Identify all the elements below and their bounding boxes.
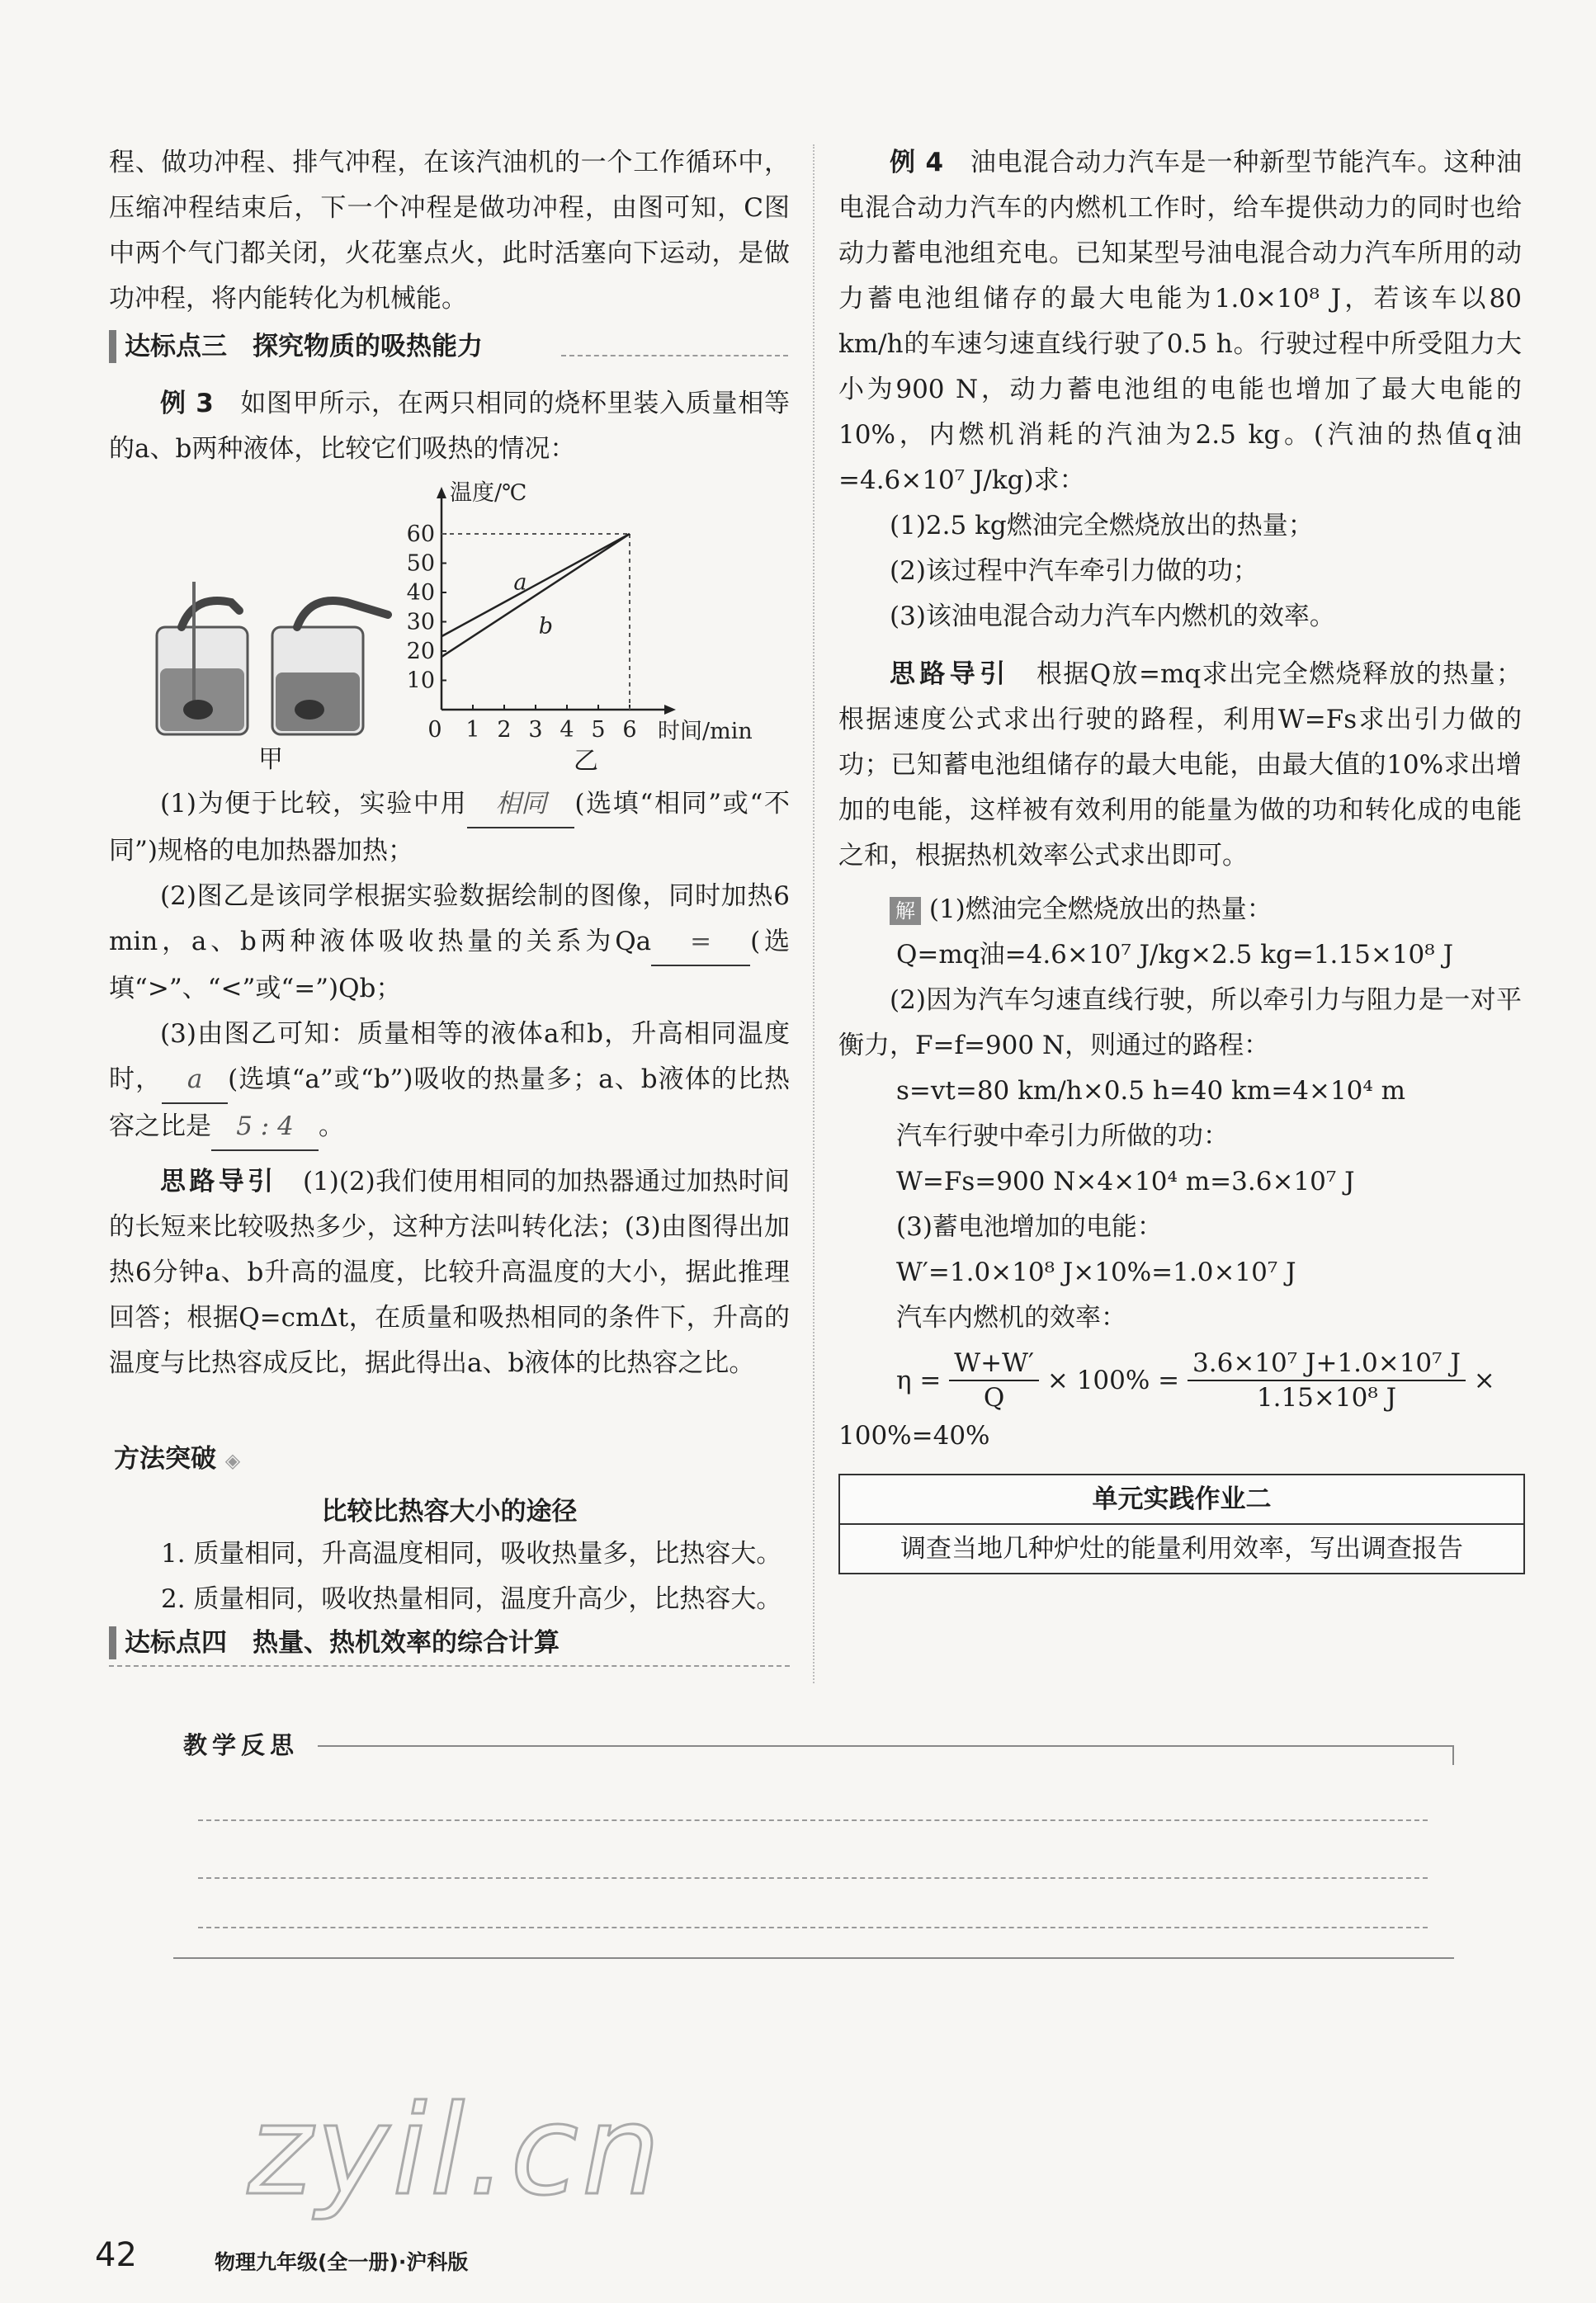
solution bbox=[838, 887, 1522, 1341]
x-axis-label: 时间/min bbox=[658, 719, 753, 743]
solution-eq3: W′=1.0×10⁸ J×10%=1.0×10⁷ J bbox=[896, 1258, 1296, 1287]
example3-questions bbox=[109, 781, 790, 1151]
homework-box bbox=[838, 1474, 1525, 1574]
eta-f1-denominator: Q bbox=[983, 1383, 1005, 1413]
y-tick-label-30: 30 bbox=[406, 609, 435, 635]
figure-jia-label: 甲 bbox=[258, 745, 283, 774]
method-title bbox=[114, 1437, 240, 1475]
guide3-paragraph bbox=[109, 1159, 790, 1386]
section4-heading bbox=[109, 1626, 560, 1659]
x-tick-label-4: 4 bbox=[560, 717, 574, 743]
x-tick-label-0: 0 bbox=[427, 717, 442, 743]
solution-eq2b: W=Fs=900 N×4×10⁴ m=3.6×10⁷ J bbox=[896, 1167, 1355, 1196]
solution-step2b: 汽车行驶中牵引力所做的功： bbox=[896, 1121, 1229, 1151]
example4-paragraph bbox=[838, 140, 1522, 639]
figure-jia-beakers bbox=[149, 578, 396, 743]
section3-rule bbox=[561, 355, 788, 356]
q3-answer-1: a bbox=[162, 1057, 228, 1104]
intro-paragraph bbox=[109, 140, 790, 322]
q3-prefix: (3)由图乙可知：质量相等的液体a和b，升高相同温度时， bbox=[109, 1019, 790, 1094]
guide4-paragraph bbox=[838, 652, 1522, 879]
example4-label: 例 4 bbox=[890, 148, 944, 177]
eta-f2-numerator: 3.6×10⁷ J+1.0×10⁷ J bbox=[1188, 1347, 1466, 1381]
example4-q1: (1)2.5 kg燃油完全燃烧放出的热量； bbox=[890, 511, 1314, 540]
solution-step1: (1)燃油完全燃烧放出的热量： bbox=[928, 894, 1273, 924]
watermark-logo: zyil.cn bbox=[248, 2079, 664, 2223]
efficiency-formula bbox=[896, 1347, 1532, 1414]
q1-answer: 相同 bbox=[467, 781, 574, 828]
guide4-label: 思路导引 bbox=[890, 659, 1010, 689]
homework-title: 单元实践作业二 bbox=[840, 1475, 1523, 1525]
section3-title: 达标点三 探究物质的吸热能力 bbox=[125, 332, 483, 361]
x-tick-label-2: 2 bbox=[497, 717, 512, 743]
guide4-text: 根据Q放=mq求出完全燃烧释放的热量；根据速度公式求出行驶的路程，利用W=Fs求出引力做的功；已知蓄电池组储存的最大电能，由最大值的10%求出增加的电能，这样被有效利用的能量为做的功和转化成的电能之和，根据热机效率公式求出即可。 bbox=[838, 659, 1522, 871]
method-title-text: 方法突破 bbox=[114, 1444, 216, 1474]
example4-text: 油电混合动力汽车是一种新型节能汽车。这种油电混合动力汽车的内燃机工作时，给车提供动力的同时也给动力蓄电池组充电。已知某型号油电混合动力汽车所用的动力蓄电池组储存的最大电能为1.0×10⁸ J，若该车以80 km/h的车速匀速直线行驶了0.5 h。行驶过程中所受阻力大小为900 N，动力蓄电池组的电能也增加了最大电能的10%，内燃机消耗的汽油为2.5 kg。(汽油的热值q油=4.6×10⁷ J/kg)求： bbox=[838, 148, 1522, 495]
solution-eq1: Q=mq油=4.6×10⁷ J/kg×2.5 kg=1.15×10⁸ J bbox=[896, 940, 1453, 970]
solution-mark-icon: 解 bbox=[890, 897, 921, 925]
series-label-a: a bbox=[513, 569, 527, 596]
y-tick-label-60: 60 bbox=[406, 521, 435, 547]
y-tick-label-20: 20 bbox=[406, 639, 435, 664]
page-number: 42 bbox=[95, 2236, 137, 2274]
beaker-right bbox=[272, 601, 388, 734]
figure-yi-label: 乙 bbox=[574, 747, 598, 776]
q1-suffix: (选填“相同”或“不同”)规格的电加热器加热； bbox=[109, 789, 790, 866]
example3-label: 例 3 bbox=[160, 389, 214, 418]
y-axis-arrow bbox=[437, 487, 446, 498]
figure-yi-chart bbox=[396, 479, 776, 743]
series-line-b bbox=[441, 534, 630, 657]
y-tick-label-40: 40 bbox=[406, 580, 435, 606]
guide3-label: 思路导引 bbox=[160, 1167, 277, 1196]
reflection-line-3 bbox=[198, 1927, 1428, 1928]
homework-text: 调查当地几种炉灶的能量利用效率，写出调查报告 bbox=[900, 1534, 1463, 1564]
reflection-top-rule bbox=[318, 1745, 1452, 1747]
solution-step2: (2)因为汽车匀速直线行驶，所以牵引力与阻力是一对平衡力，F=f=900 N，则通过的路程： bbox=[838, 985, 1522, 1060]
method-item-2: 2. 质量相同，吸收热量相同，温度升高少，比热容大。 bbox=[161, 1584, 782, 1614]
y-tick-label-50: 50 bbox=[406, 550, 435, 577]
reflection-right-tick bbox=[1452, 1745, 1454, 1765]
q3-answer-2: 5 : 4 bbox=[211, 1104, 319, 1151]
example4-q3: (3)该油电混合动力汽车内燃机的效率。 bbox=[890, 602, 1335, 631]
series-line-a bbox=[441, 534, 630, 636]
y-axis-label: 温度/℃ bbox=[450, 480, 527, 506]
intro-text: 程、做功冲程、排气冲程，在该汽油机的一个工作循环中，压缩冲程结束后，下一个冲程是做功冲程，由图可知，C图中两个气门都关闭，火花塞点火，此时活塞向下运动，是做功冲程，将内能转化为机械能。 bbox=[109, 148, 790, 314]
example4-q2: (2)该过程中汽车牵引力做的功； bbox=[890, 556, 1258, 586]
x-axis-arrow bbox=[664, 705, 676, 715]
guide3-text: (1)(2)我们使用相同的加热器通过加热时间的长短来比较吸热多少，这种方法叫转化法；(3)由图得出加热6分钟a、b升高的温度，比较升高温度的大小，据此推理回答；根据Q=cmΔt，在质量和吸热相同的条件下，升高的温度与比热容成反比，据此得出a、b液体的比热容之比。 bbox=[109, 1167, 791, 1378]
eta-lhs: η = bbox=[896, 1366, 942, 1395]
eta-middle: × 100% = bbox=[1046, 1366, 1180, 1395]
x-tick-label-3: 3 bbox=[528, 717, 543, 743]
example3-paragraph bbox=[109, 381, 790, 472]
solution-step3b: 汽车内燃机的效率： bbox=[896, 1303, 1126, 1333]
column-divider bbox=[813, 144, 815, 1683]
q2-prefix: (2)图乙是该同学根据实验数据绘制的图像，同时加热6 min，a、b两种液体吸收热量的关系为Qa bbox=[109, 881, 790, 956]
q3-suffix: 。 bbox=[319, 1111, 344, 1141]
q1-prefix: (1)为便于比较，实验中用 bbox=[160, 789, 468, 819]
section4-title: 达标点四 热量、热机效率的综合计算 bbox=[125, 1628, 560, 1658]
q2-answer: = bbox=[651, 919, 750, 966]
eta-fraction-1 bbox=[949, 1347, 1039, 1414]
x-tick-label-6: 6 bbox=[622, 717, 637, 743]
diamond-icon: ◈ bbox=[224, 1449, 241, 1472]
series-label-b: b bbox=[538, 613, 554, 639]
x-tick-label-1: 1 bbox=[465, 717, 480, 743]
reflection-bottom-rule bbox=[173, 1957, 1454, 1959]
eta-result: 100%=40% bbox=[838, 1421, 990, 1451]
reflection-line-1 bbox=[198, 1819, 1428, 1821]
q2-suffix: (选填“>”、“<”或“=”)Qb； bbox=[109, 927, 790, 1003]
beaker-left bbox=[157, 582, 248, 734]
method-subtitle: 比较比热容大小的途径 bbox=[321, 1497, 578, 1527]
eta-times: × bbox=[1473, 1366, 1495, 1395]
eta-f1-numerator: W+W′ bbox=[949, 1347, 1039, 1381]
section4-rule bbox=[109, 1665, 790, 1667]
method-item-1: 1. 质量相同，升高温度相同，吸收热量多，比热容大。 bbox=[161, 1539, 782, 1569]
solution-step3: (3)蓄电池增加的电能： bbox=[896, 1212, 1163, 1242]
section3-heading bbox=[109, 330, 483, 363]
x-tick-label-5: 5 bbox=[591, 717, 606, 743]
reflection-label: 教学反思 bbox=[183, 1731, 300, 1759]
q3-middle: (选填“a”或“b”)吸收的热量多；a、b液体的比热容之比是 bbox=[109, 1064, 791, 1141]
book-title: 物理九年级(全一册)·沪科版 bbox=[215, 2250, 469, 2274]
eta-fraction-2 bbox=[1188, 1347, 1466, 1414]
eta-f2-denominator: 1.15×10⁸ J bbox=[1256, 1383, 1397, 1413]
solution-eq2: s=vt=80 km/h×0.5 h=40 km=4×10⁴ m bbox=[896, 1076, 1406, 1106]
reflection-line-2 bbox=[198, 1877, 1428, 1879]
method-list bbox=[161, 1531, 796, 1622]
example3-text: 如图甲所示，在两只相同的烧杯里装入质量相等的a、b两种液体，比较它们吸热的情况： bbox=[109, 389, 790, 464]
y-tick-label-10: 10 bbox=[406, 668, 435, 694]
